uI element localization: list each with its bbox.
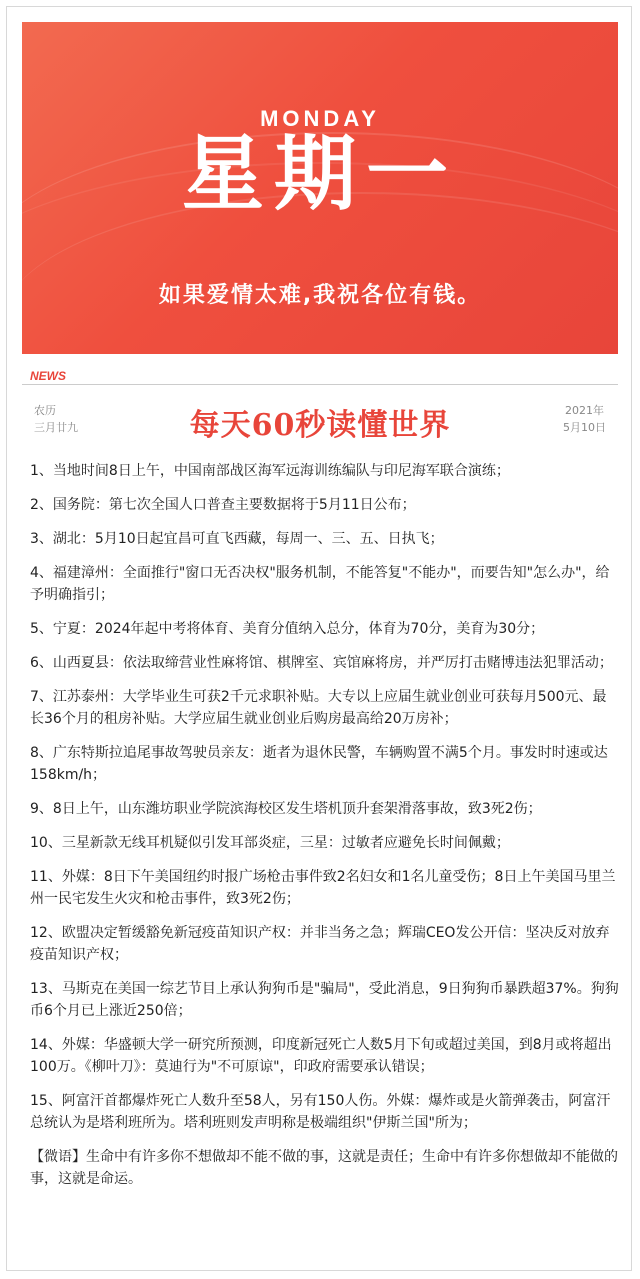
news-item-6: 6、山西夏县：依法取缔营业性麻将馆、棋牌室、宾馆麻将房，并严厉打击赌博违法犯罪活动； xyxy=(30,655,613,671)
header-banner xyxy=(22,22,618,354)
news-item-10: 10、三星新款无线耳机疑似引发耳部炎症，三星：过敏者应避免长时间佩戴； xyxy=(30,835,510,851)
weekday-english: MONDAY xyxy=(260,106,380,131)
news-item-3: 3、湖北：5月10日起宜昌可直飞西藏，每周一、三、五、日执飞； xyxy=(30,531,444,547)
news-item-8: 8、广东特斯拉追尾事故驾驶员亲友：逝者为退休民警，车辆购置不满5个月。事发时时速或达158km/h； xyxy=(30,745,608,783)
banner-slogan: 如果爱情太难,我祝各位有钱。 xyxy=(158,283,482,308)
news-item-11: 11、外媒：8日下午美国纽约时报广场枪击事件致2名妇女和1名儿童受伤；8日上午美国马里兰州一民宅发生火灾和枪击事件，致3死2伤； xyxy=(30,869,616,907)
weekday-chinese: 星期一 xyxy=(181,127,458,222)
news-item-4: 4、福建漳州：全面推行"窗口无否决权"服务机制，不能答复"不能办"，而要告知"怎么办"，给予明确指引； xyxy=(30,565,610,603)
lunar-date-value: 三月廿九 xyxy=(34,421,78,434)
daily-motto: 【微语】生命中有许多你不想做却不能不做的事，这就是责任；生命中有许多你想做却不能做的事，这就是命运。 xyxy=(30,1149,618,1187)
news-item-1: 1、当地时间8日上午，中国南部战区海军远海训练编队与印尼海军联合演练； xyxy=(30,463,510,479)
gregorian-date xyxy=(563,402,606,436)
page-title: 每天60秒读懂世界 xyxy=(189,408,451,443)
date-year: 2021年 xyxy=(565,404,604,417)
news-label: NEWS xyxy=(30,369,66,383)
news-item-5: 5、宁夏：2024年起中考将体育、美育分值纳入总分，体育为70分，美育为30分； xyxy=(30,621,545,637)
news-divider xyxy=(22,384,618,385)
news-item-15: 15、阿富汗首都爆炸死亡人数升至58人，另有150人伤。外媒：爆炸或是火箭弹袭击，阿富汗总统认为是塔利班所为。塔利班则发声明称是极端组织"伊斯兰国"所为； xyxy=(30,1093,611,1131)
news-item-9: 9、8日上午，山东潍坊职业学院滨海校区发生塔机顶升套架滑落事故，致3死2伤； xyxy=(30,801,542,817)
date-day: 5月10日 xyxy=(563,421,606,434)
news-item-14: 14、外媒：华盛顿大学一研究所预测，印度新冠死亡人数5月下旬或超过美国，到8月或将超出100万。《柳叶刀》：莫迪行为"不可原谅"，印政府需要承认错误； xyxy=(30,1037,612,1075)
news-item-12: 12、欧盟决定暂缓豁免新冠疫苗知识产权：并非当务之急；辉瑞CEO发公开信：坚决反对放弃疫苗知识产权； xyxy=(30,925,610,963)
news-item-13: 13、马斯克在美国一综艺节目上承认狗狗币是"骗局"，受此消息，9日狗狗币暴跌超37%。狗狗币6个月已上涨近250倍； xyxy=(30,981,619,1019)
news-item-7: 7、江苏泰州：大学毕业生可获2千元求职补贴。大专以上应届生就业创业可获每月500元、最长36个月的租房补贴。大学应届生就业创业后购房最高给20万房补； xyxy=(30,689,607,727)
lunar-date-label: 农历 xyxy=(34,404,56,417)
news-list xyxy=(30,460,620,1204)
news-item-2: 2、国务院：第七次全国人口普查主要数据将于5月11日公布； xyxy=(30,497,416,513)
